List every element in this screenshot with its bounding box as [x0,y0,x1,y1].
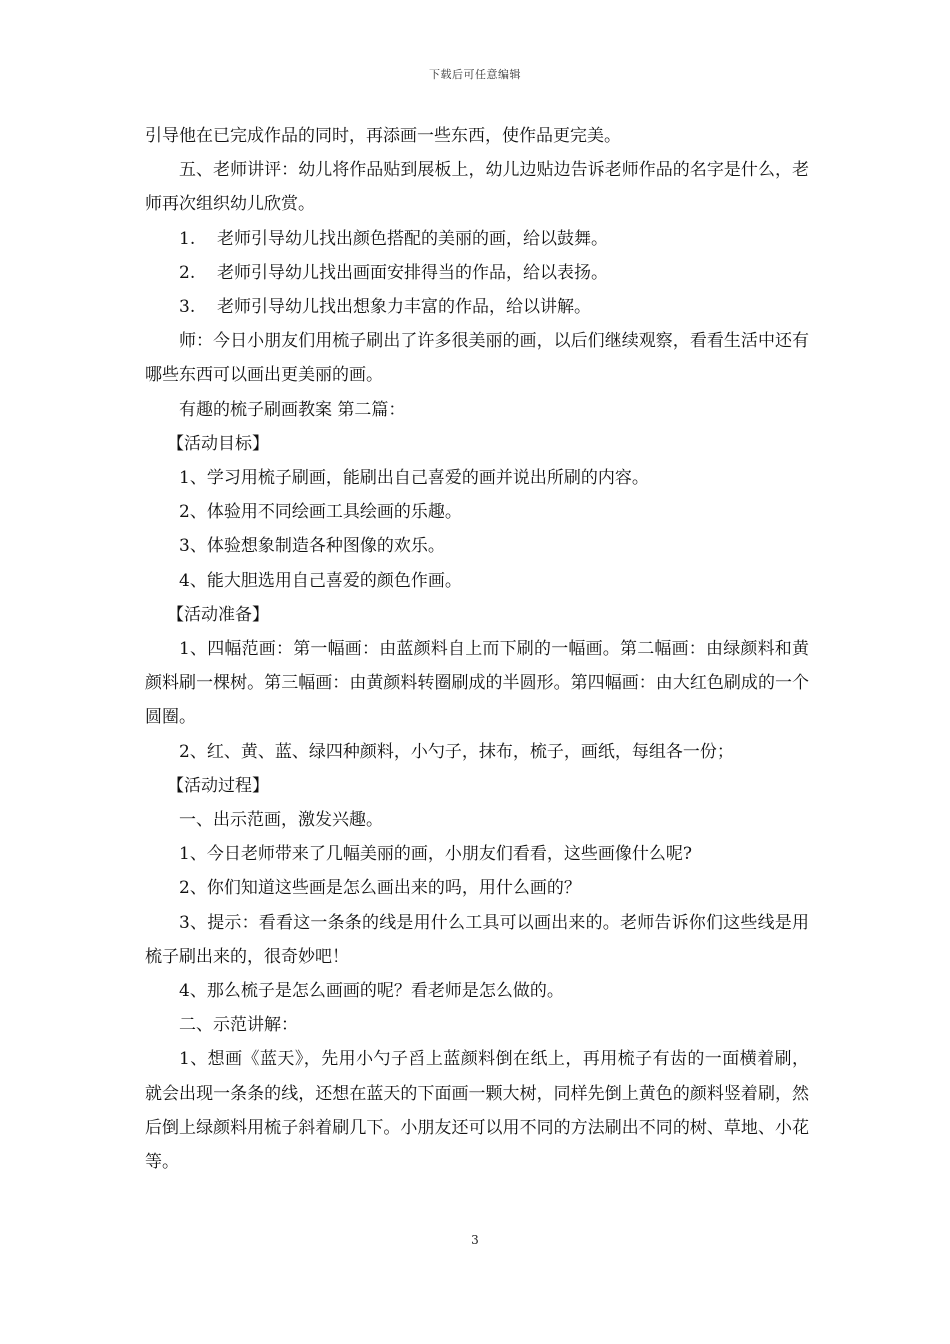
process-item: 1、今日老师带来了几幅美丽的画，小朋友们看看，这些画像什么呢? [179,844,692,865]
paragraph-teacher-close: 师：今日小朋友们用梳子刷出了许多很美丽的画，以后们继续观察，看看生活中还有哪些东西可以画出更美丽的画。 [145,331,809,386]
goal-item: 2、体验用不同绘画工具绘画的乐趣。 [179,502,462,523]
document-body [145,119,809,1179]
item-number: 2. [179,262,196,283]
page-header: 下载后可任意编辑 [429,68,521,81]
section-title: 有趣的梳子刷画教案 第二篇： [179,399,406,420]
numbered-item-3 [145,290,809,324]
page-number: 3 [471,1233,479,1247]
heading-process: 【活动过程】 [167,775,269,796]
numbered-item-1 [145,222,809,256]
heading-preparation: 【活动准备】 [167,604,269,625]
goal-item: 3、体验想象制造各种图像的欢乐。 [179,536,445,557]
prep-item: 1、四幅范画：第一幅画：由蓝颜料自上而下刷的一幅画。第二幅画：由绿颜料和黄颜料刷一棵树。第三幅画：由黄颜料转圈刷成的半圆形。第四幅画：由大红色刷成的一个圆圈。 [145,639,809,728]
item-number: 1. [179,228,196,249]
item-text: 老师引导幼儿找出颜色搭配的美丽的画，给以鼓舞。 [217,228,608,249]
item-text: 老师引导幼儿找出想象力丰富的作品，给以讲解。 [217,297,591,318]
process-item: 1、想画《蓝天》，先用小勺子舀上蓝颜料倒在纸上，再用梳子有齿的一面横着刷，就会出现一条条的线，还想在蓝天的下面画一颗大树，同样先倒上黄色的颜料竖着刷，然后倒上绿颜料用梳子斜着刷几下。小朋友还可以用不同的方法刷出不同的树、草地、小花等。 [145,1049,809,1173]
process-item: 2、你们知道这些画是怎么画出来的吗，用什么画的？ [179,878,581,899]
paragraph-teacher-review: 五、老师讲评：幼儿将作品贴到展板上，幼儿边贴边告诉老师作品的名字是什么，老师再次组织幼儿欣赏。 [145,160,809,215]
process-item: 一、出示范画，激发兴趣。 [179,810,383,831]
goal-item: 4、能大胆选用自己喜爱的颜色作画。 [179,570,462,591]
heading-goals: 【活动目标】 [167,433,269,454]
item-number: 3. [179,297,196,318]
process-item: 3、提示：看看这一条条的线是用什么工具可以画出来的。老师告诉你们这些线是用梳子刷出来的，很奇妙吧！ [145,912,809,967]
item-text: 老师引导幼儿找出画面安排得当的作品，给以表扬。 [217,262,608,283]
paragraph-continuation: 引导他在已完成作品的同时，再添画一些东西，使作品更完美。 [145,126,621,146]
goal-item: 1、学习用梳子刷画，能刷出自己喜爱的画并说出所刷的内容。 [179,468,649,489]
numbered-item-2 [145,256,809,290]
prep-item: 2、红、黄、蓝、绿四种颜料，小勺子，抹布，梳子，画纸，每组各一份； [179,741,734,762]
process-item: 4、那么梳子是怎么画画的呢？看老师是怎么做的。 [179,981,564,1002]
process-item: 二、示范讲解： [179,1015,298,1036]
